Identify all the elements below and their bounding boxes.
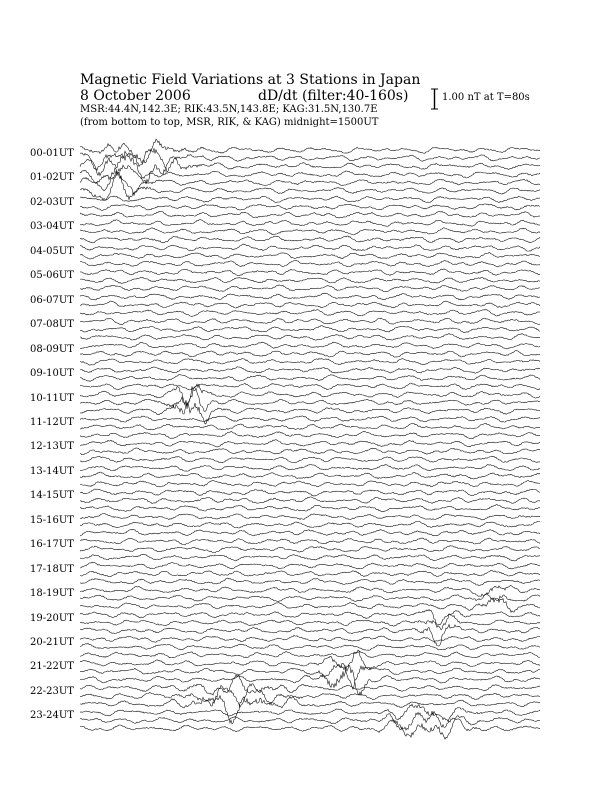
trace-rik bbox=[80, 497, 540, 504]
trace-kag bbox=[80, 416, 540, 422]
trace-rik bbox=[80, 375, 540, 382]
trace-rik bbox=[80, 663, 540, 689]
hour-label: 12-13UT bbox=[30, 441, 74, 453]
trace-msr bbox=[80, 696, 540, 724]
trace-kag bbox=[80, 440, 540, 447]
trace-rik bbox=[80, 326, 540, 333]
hour-label: 09-10UT bbox=[30, 368, 74, 380]
hour-label: 22-23UT bbox=[30, 685, 74, 697]
hour-label: 10-11UT bbox=[30, 392, 74, 404]
hour-label: 06-07UT bbox=[30, 294, 74, 306]
trace-rik bbox=[80, 301, 540, 308]
trace-kag bbox=[80, 514, 540, 520]
trace-kag bbox=[80, 675, 540, 695]
trace-kag bbox=[80, 342, 540, 349]
trace-msr bbox=[80, 431, 540, 438]
trace-rik bbox=[80, 593, 540, 602]
hour-label: 16-17UT bbox=[30, 539, 74, 551]
trace-msr bbox=[80, 358, 540, 365]
hour-label: 08-09UT bbox=[30, 343, 74, 355]
trace-msr bbox=[80, 211, 540, 218]
chart-title: Magnetic Field Variations at 3 Stations in Japan bbox=[80, 72, 421, 88]
hour-label: 02-03UT bbox=[30, 196, 74, 208]
trace-kag bbox=[80, 464, 540, 471]
hour-label: 04-05UT bbox=[30, 245, 74, 257]
hour-label: 03-04UT bbox=[30, 221, 74, 233]
trace-msr bbox=[80, 171, 540, 200]
trace-rik bbox=[80, 521, 540, 528]
trace-kag bbox=[80, 318, 540, 325]
station-coordinates: MSR:44.4N,142.3E; RIK:43.5N,143.8E; KAG:31.5N,130.7E bbox=[80, 104, 378, 115]
trace-msr bbox=[80, 578, 540, 586]
trace-msr bbox=[80, 719, 540, 739]
trace-rik bbox=[80, 277, 540, 283]
trace-kag bbox=[80, 538, 540, 545]
trace-rik bbox=[80, 570, 540, 576]
trace-rik bbox=[80, 204, 540, 210]
trace-rik bbox=[80, 643, 540, 650]
hour-label: 00-01UT bbox=[30, 148, 74, 159]
trace-kag bbox=[80, 219, 540, 226]
station-order-note: (from bottom to top, MSR, RIK, & KAG) midnight=1500UT bbox=[80, 117, 379, 128]
trace-kag bbox=[80, 650, 540, 670]
hour-label: 11-12UT bbox=[30, 416, 74, 428]
trace-rik bbox=[80, 472, 540, 479]
trace-msr bbox=[80, 505, 540, 512]
trace-kag bbox=[80, 635, 540, 642]
trace-rik bbox=[80, 228, 540, 235]
trace-kag bbox=[80, 269, 540, 276]
trace-kag bbox=[80, 562, 540, 569]
chart-filter: dD/dt (filter:40-160s) bbox=[258, 88, 409, 104]
trace-kag bbox=[80, 704, 540, 721]
chart-date: 8 October 2006 bbox=[80, 88, 191, 104]
trace-msr bbox=[80, 456, 540, 463]
trace-kag bbox=[80, 165, 540, 184]
trace-msr bbox=[80, 236, 540, 243]
trace-kag bbox=[80, 196, 540, 203]
hour-label: 01-02UT bbox=[30, 172, 74, 184]
trace-msr bbox=[80, 529, 540, 536]
trace-msr bbox=[80, 625, 540, 647]
trace-msr bbox=[80, 598, 540, 612]
trace-rik bbox=[80, 386, 540, 414]
hour-label: 14-15UT bbox=[30, 490, 74, 502]
hour-label: 15-16UT bbox=[30, 514, 74, 526]
trace-msr bbox=[80, 151, 540, 184]
trace-msr bbox=[80, 285, 540, 292]
trace-msr bbox=[80, 310, 540, 317]
hour-label: 20-21UT bbox=[30, 637, 74, 648]
hour-label: 18-19UT bbox=[30, 588, 74, 600]
scale-label: 1.00 nT at T=80s bbox=[442, 92, 530, 103]
trace-msr bbox=[80, 665, 540, 695]
trace-msr bbox=[80, 652, 540, 658]
trace-kag bbox=[80, 367, 540, 374]
hour-label: 17-18UT bbox=[30, 563, 74, 575]
trace-kag bbox=[80, 489, 540, 496]
trace-rik bbox=[80, 614, 540, 630]
hour-label: 23-24UT bbox=[30, 710, 74, 722]
trace-rik bbox=[80, 351, 540, 358]
trace-msr bbox=[80, 480, 540, 487]
hour-label: 13-14UT bbox=[30, 465, 74, 477]
hour-label: 21-22UT bbox=[30, 661, 74, 673]
trace-kag bbox=[80, 586, 540, 597]
trace-rik bbox=[80, 546, 540, 553]
trace-msr bbox=[80, 334, 540, 341]
trace-msr bbox=[80, 554, 540, 561]
trace-rik bbox=[80, 168, 540, 194]
trace-rik bbox=[80, 684, 540, 707]
trace-rik bbox=[80, 253, 540, 260]
trace-rik bbox=[80, 423, 540, 430]
trace-msr bbox=[80, 260, 540, 267]
trace-msr bbox=[80, 383, 540, 390]
trace-kag bbox=[80, 244, 540, 251]
hour-label: 19-20UT bbox=[30, 612, 74, 624]
trace-kag bbox=[80, 293, 540, 300]
hour-label: 05-06UT bbox=[30, 270, 74, 282]
hour-label: 07-08UT bbox=[30, 319, 74, 331]
trace-rik bbox=[80, 448, 540, 455]
